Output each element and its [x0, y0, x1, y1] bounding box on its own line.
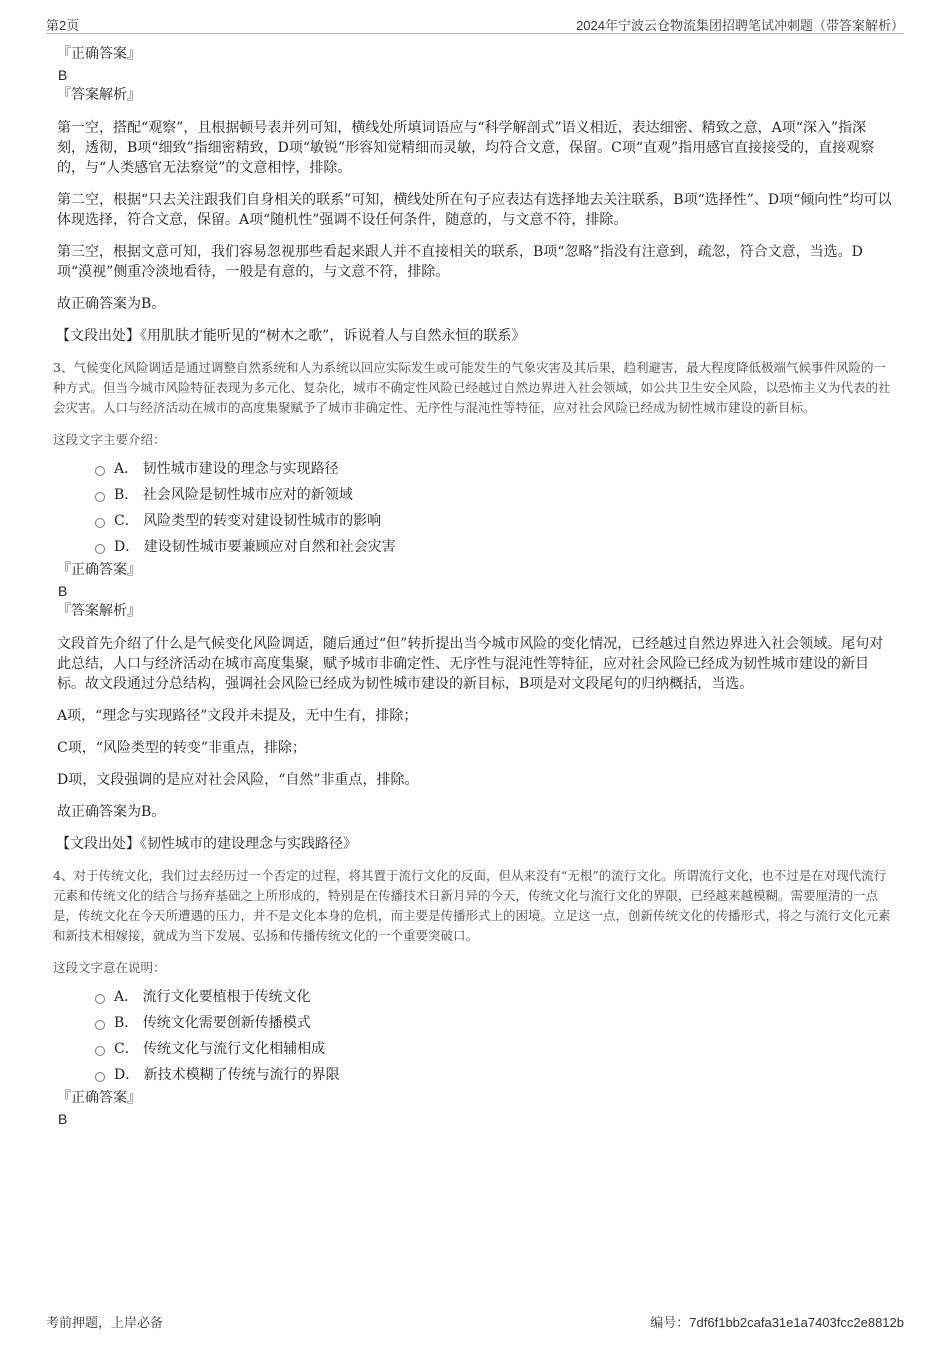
q3-analysis-para: C项，“风险类型的转变”非重点，排除；	[57, 740, 307, 756]
q2-answer: B	[58, 67, 68, 83]
q4-question-text: 4、对于传统文化，我们过去经历过一个否定的过程，将其置于流行文化的反面，但从来没有“无根”的流行文化。所谓流行文化，也不过是在对现代流行元素和传统文化的结合与扬弃基础之上所形成的，特别是在传播技术日新月异的今天，传统文化与流行文化的界限，已经越来越模糊。需要厘清的一点是，传统文化在今天所遭遇的压力，并不是文化本身的危机，而主要是传播形式上的困境。立足这一点，创新传统文化的传播形式，将之与流行文化元素和新技术相嫁接，就成为当下发展、弘扬和传播传统文化的一个重要突破口。	[53, 868, 891, 943]
option-letter: A．	[114, 989, 139, 1005]
radio-icon[interactable]	[95, 1072, 105, 1082]
option-letter: C．	[114, 1041, 139, 1057]
q3-conclusion: 故正确答案为B。	[57, 804, 166, 820]
q2-conclusion: 故正确答案为B。	[57, 296, 166, 312]
option-text: 传统文化需要创新传播模式	[142, 1015, 311, 1031]
q3-options	[57, 456, 892, 560]
q2-analysis-label: 『答案解析』	[57, 87, 141, 103]
q4-option-c[interactable]	[57, 1036, 892, 1062]
q2-analysis-para: 第三空，根据文意可知，我们容易忽视那些看起来跟人并不直接相关的联系，B项“忽略”指没有注意到，疏忽，符合文意，当选。D项“漠视”侧重冷淡地看待，一般是有意的，与文意不符，排除。	[57, 244, 863, 280]
q3-answer: B	[58, 583, 68, 599]
q4-prompt: 这段文字意在说明：	[53, 960, 166, 975]
page-header	[46, 13, 904, 34]
option-text: 风险类型的转变对建设韧性城市的影响	[143, 513, 382, 529]
q2-analysis-para: 第一空，搭配“观察”，且根据顿号表并列可知，横线处所填词语应与“科学解剖式”语义相近，表达细密、精致之意，A项“深入”指深刻，透彻，B项“细致”指细密精致，D项“敏锐”形容知觉精细而灵敏，均符合文意，保留。C项“直观”指用感官直接接受的，直接观察的，与“人类感官无法察觉”的文意相悖，排除。	[57, 120, 875, 176]
option-text: 传统文化与流行文化相辅相成	[143, 1041, 326, 1057]
q3-option-b[interactable]	[57, 482, 892, 508]
q3-option-c[interactable]	[57, 508, 892, 534]
q3-analysis-label: 『答案解析』	[57, 603, 141, 619]
page-number: 第2页	[46, 18, 80, 33]
option-text: 韧性城市建设的理念与实现路径	[142, 461, 339, 477]
option-letter: D．	[114, 1067, 140, 1083]
option-text: 流行文化要植根于传统文化	[142, 989, 311, 1005]
q2-answer-label: 『正确答案』	[57, 46, 141, 62]
q3-analysis-para: 文段首先介绍了什么是气候变化风险调适，随后通过“但”转折提出当今城市风险的变化情况，已经越过自然边界进入社会领域。尾句对此总结，人口与经济活动在城市高度集聚，赋予城市非确定性、无序性与混沌性等特征，应对社会风险已经成为韧性城市建设的新目标。故文段通过分总结构，强调社会风险已经成为韧性城市建设的新目标，B项是对文段尾句的归纳概括，当选。	[57, 636, 884, 692]
option-text: 建设韧性城市要兼顾应对自然和社会灾害	[143, 539, 396, 555]
radio-icon[interactable]	[95, 518, 105, 528]
q3-analysis-para: D项，文段强调的是应对社会风险，“自然”非重点，排除。	[57, 772, 419, 788]
q4-option-a[interactable]	[57, 984, 892, 1010]
option-letter: B．	[114, 1015, 139, 1031]
document-body	[53, 44, 892, 1129]
option-letter: B．	[114, 487, 139, 503]
radio-icon[interactable]	[95, 466, 105, 476]
q3-option-a[interactable]	[57, 456, 892, 482]
q3-source: 【文段出处】《韧性城市的建设理念与实践路径》	[56, 836, 357, 852]
q3-prompt: 这段文字主要介绍：	[53, 432, 166, 447]
q4-option-d[interactable]	[57, 1062, 892, 1088]
q4-answer: B	[58, 1111, 68, 1127]
option-letter: C．	[114, 513, 139, 529]
document-title: 2024年宁波云仓物流集团招聘笔试冲刺题（带答案解析）	[576, 18, 904, 33]
q3-answer-label: 『正确答案』	[57, 562, 141, 578]
q3-analysis-para: A项，“理念与实现路径”文段并未提及，无中生有，排除；	[57, 708, 418, 724]
q4-option-b[interactable]	[57, 1010, 892, 1036]
q4-answer-label: 『正确答案』	[57, 1090, 141, 1106]
q2-source: 【文段出处】《用肌肤才能听见的“树木之歌”，诉说着人与自然永恒的联系》	[56, 328, 526, 344]
radio-icon[interactable]	[95, 1046, 105, 1056]
q2-analysis-para: 第二空，根据“只去关注跟我们自身相关的联系”可知，横线处所在句子应表达有选择地去关注联系，B项“选择性”、D项“倾向性”均可以体现选择，符合文意，保留。A项“随机性”强调不设任何条件，随意的，与文意不符，排除。	[57, 192, 892, 228]
radio-icon[interactable]	[95, 544, 105, 554]
option-letter: D．	[114, 539, 140, 555]
q4-options	[57, 984, 892, 1088]
option-letter: A．	[114, 461, 139, 477]
footer-slogan: 考前押题，上岸必备	[46, 1315, 164, 1330]
option-text: 社会风险是韧性城市应对的新领域	[142, 487, 353, 503]
radio-icon[interactable]	[95, 1020, 105, 1030]
radio-icon[interactable]	[95, 994, 105, 1004]
q3-option-d[interactable]	[57, 534, 892, 560]
q3-question-text: 3、气候变化风险调适是通过调整自然系统和人为系统以回应实际发生或可能发生的气象灾害及其后果，趋利避害，最大程度降低极端气候事件风险的一种方式。但当今城市风险特征表现为多元化、复杂化，城市不确定性风险已经越过自然边界进入社会领域，如公共卫生安全风险，以恐怖主义为代表的社会灾害。人口与经济活动在城市的高度集聚赋予了城市非确定性、无序性与混沌性等特征，应对社会风险已经成为韧性城市建设的新目标。	[53, 360, 891, 415]
radio-icon[interactable]	[95, 492, 105, 502]
document-code: 编号：7df6f1bb2cafa31e1a7403fcc2e8812b	[650, 1315, 904, 1330]
option-text: 新技术模糊了传统与流行的界限	[143, 1067, 340, 1083]
